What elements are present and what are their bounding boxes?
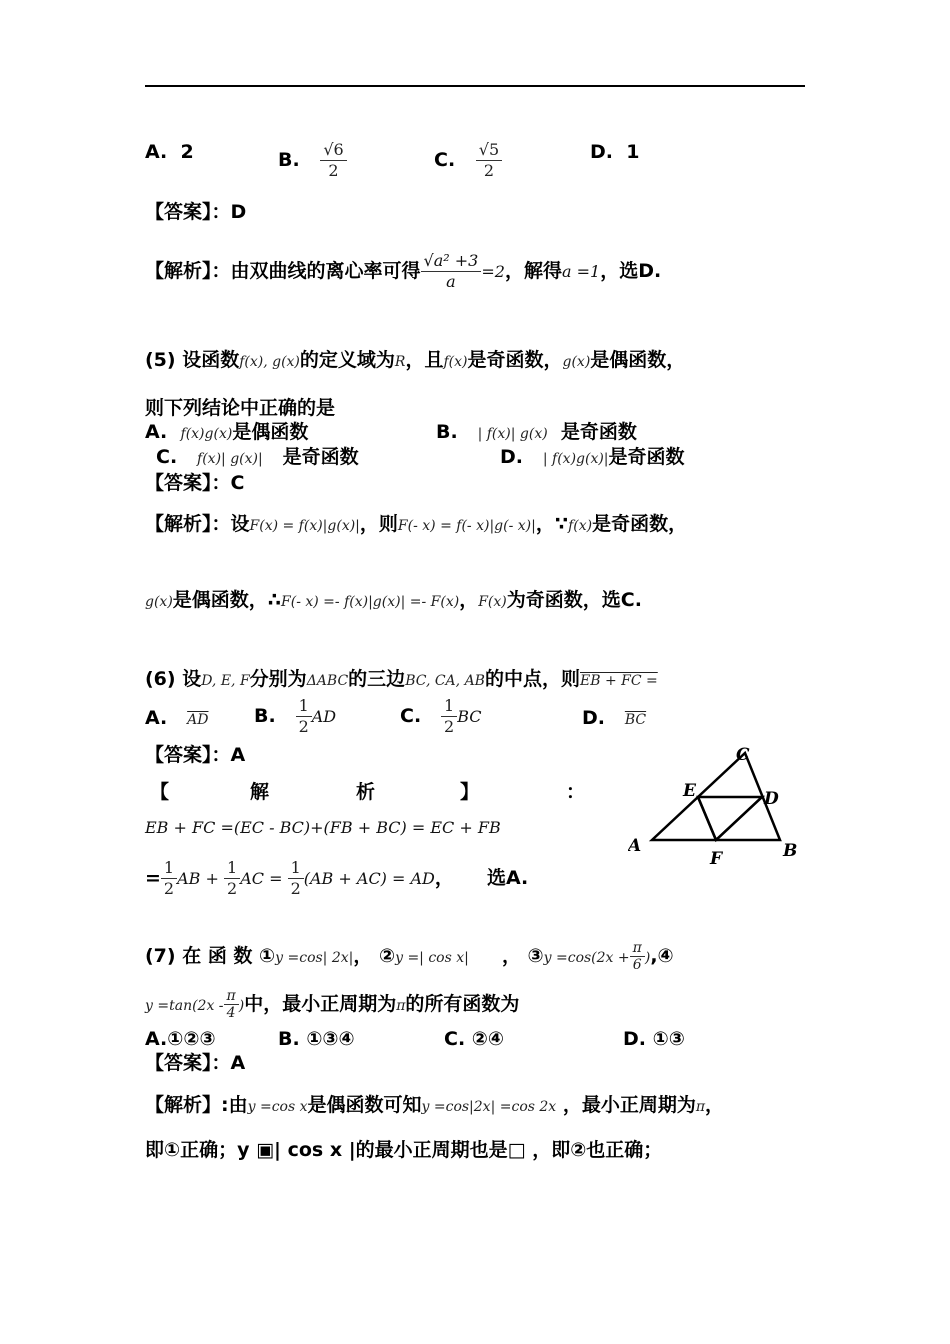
- q7-opt-a: A.①②③: [145, 1028, 216, 1050]
- q6-analysis-char-0: 【: [150, 781, 170, 803]
- q6-stem-mid2: 的三边: [348, 668, 406, 690]
- q6-opt-c-den: 2: [444, 717, 455, 736]
- q4-analysis-text3: ，选D.: [600, 260, 662, 282]
- q5-f: f(x): [443, 354, 468, 370]
- q6-sides: BC, CA, AB: [405, 673, 485, 689]
- q7-f1: y =cos| 2x|: [275, 950, 354, 966]
- q7-analysis-t2: ，最小正周期为: [562, 1094, 696, 1116]
- q7-analysis-tag: 【解析】:由: [145, 1094, 248, 1116]
- q6-line2-frac1: [161, 858, 177, 899]
- q6-opt-d-label: D.: [582, 707, 605, 729]
- q5-opt-d-math: | f(x)g(x)|: [542, 451, 609, 467]
- q4-opt-b-num: √6: [320, 140, 346, 161]
- q4-opt-b-den: 2: [328, 161, 339, 180]
- q5-opt-c-math: f(x)| g(x)|: [197, 451, 263, 467]
- q7-opt-c: C. ②④: [444, 1028, 504, 1050]
- q5-line2-t3: 为奇函数，选C.: [506, 589, 642, 611]
- q6-stem-pre: (6) 设: [145, 668, 202, 690]
- q6-analysis-line1: [145, 815, 501, 840]
- q5-opt-a-math: f(x)g(x): [180, 426, 233, 442]
- q4-analysis: [145, 251, 661, 292]
- q7-pi: π: [396, 998, 406, 1014]
- q4-analysis-frac: [421, 251, 482, 292]
- q7-sep3: ,④: [650, 945, 674, 967]
- q7-analysis-m1: y =cos x: [247, 1099, 308, 1115]
- q6-line2-frac1-den: 2: [163, 879, 175, 898]
- q5-opt-c: [156, 445, 359, 471]
- q6-analysis-line2: [145, 858, 528, 899]
- q5-analysis-line2: [145, 588, 642, 614]
- q7-f3-den: 6: [632, 957, 642, 973]
- q7-analysis: [145, 1093, 724, 1119]
- q5-stem-line2-text: 则下列结论中正确的是: [145, 397, 336, 419]
- q6-def: D, E, F: [201, 673, 250, 689]
- q7-analysis-m2: y =cos|2x| =cos 2x: [421, 1099, 557, 1115]
- label-a: A: [628, 836, 642, 856]
- q4-frac-num: √a² +3: [421, 251, 482, 272]
- q7-analysis-t1: 是偶函数可知: [307, 1094, 422, 1116]
- q5-line2-m1: g(x): [145, 594, 173, 610]
- q5-stem: [145, 348, 685, 374]
- q4-opt-c-den: 2: [483, 161, 495, 180]
- q4-options: [145, 140, 194, 164]
- q6-line2-math2: AC =: [240, 869, 288, 888]
- q5-line2-m2: F(- x) =- f(x)|g(x)| =- F(x): [281, 594, 460, 610]
- triangle-diagram: [628, 740, 808, 870]
- q4-opt-d-value: 1: [626, 141, 640, 163]
- q4-answer-value: D: [230, 201, 247, 223]
- q6-answer-tag: 【答案】：: [145, 744, 231, 766]
- label-c: C: [736, 745, 750, 765]
- q6-opt-a-label: A.: [145, 707, 168, 729]
- q7-f4-num: π: [224, 988, 239, 1005]
- label-d: D: [764, 789, 779, 809]
- q6-opt-b-label: B.: [254, 705, 276, 727]
- q6-line2-frac2-den: 2: [227, 879, 238, 898]
- q5-opt-d-label: D.: [500, 446, 523, 468]
- q6-line2-choice: 选A.: [486, 867, 529, 889]
- q5-opt-b: [436, 420, 637, 446]
- q6-stem-mid1: 分别为: [249, 668, 307, 690]
- q6-opt-c-math: BC: [457, 707, 482, 726]
- q7-f4-pre: y =tan(2x -: [145, 998, 224, 1014]
- segment-ef: [698, 797, 716, 840]
- q7-stem-end: 的所有函数为: [405, 993, 520, 1015]
- label-f: F: [710, 849, 723, 869]
- q5-opt-a-label: A.: [145, 421, 168, 443]
- q5-opt-d-text: 是奇函数: [608, 446, 685, 468]
- q5-opt-c-label: C.: [156, 446, 178, 468]
- q7-stem-line2: [145, 988, 519, 1021]
- q4-frac-den: a: [446, 272, 456, 291]
- q5-stem-mid4: 是偶函数，: [590, 349, 686, 371]
- q6-opt-d-math: $\overline{BC}$: [624, 712, 647, 728]
- q7-answer-tag: 【答案】：: [145, 1052, 231, 1074]
- q7-f3-num: π: [630, 940, 645, 957]
- q7-stem-pre: (7) 在 函 数 ①: [145, 945, 276, 967]
- q7-f3-frac: [630, 940, 645, 973]
- q5-analysis-m3: f(x): [568, 518, 593, 534]
- q6-line2-math1: AB +: [177, 869, 224, 888]
- q6-analysis-char-3: 】: [460, 781, 480, 803]
- label-b: B: [783, 841, 798, 861]
- q7-stem: [145, 940, 674, 973]
- q6-line2-frac2: [224, 858, 240, 899]
- q4-answer: [145, 200, 246, 224]
- q4-analysis-text1: 由双曲线的离心率可得: [230, 260, 421, 282]
- q5-answer-tag: 【答案】：: [145, 472, 231, 494]
- q6-line2-frac2-num: 1: [224, 858, 240, 879]
- q6-answer: [145, 743, 245, 767]
- q5-analysis-t1: ，则: [359, 513, 398, 535]
- q6-line2-math3: (AB + AC) = AD: [303, 869, 435, 888]
- q5-opt-b-label: B.: [436, 421, 458, 443]
- q4-opt-d-label: D.: [590, 141, 613, 163]
- q7-analysis-line2-text: 即①正确；y ▣| cos x |的最小正周期也是□ ，即②也正确；: [145, 1139, 663, 1161]
- q5-line2-t2: ，: [459, 589, 479, 611]
- q5-stem-line2: [145, 396, 335, 420]
- q7-analysis-m3: π: [695, 1099, 706, 1115]
- q6-line2-frac1-num: 1: [161, 858, 177, 879]
- q5-analysis-t3: 是奇函数，: [592, 513, 688, 535]
- q7-f3-pre: y =cos(2x +: [543, 950, 630, 966]
- q4-analysis-eq: =2: [481, 262, 505, 281]
- q5-stem-mid1: 的定义域为: [299, 349, 395, 371]
- q5-analysis-m1: F(x) = f(x)|g(x)|: [249, 518, 360, 534]
- q7-sep1: ， ②: [353, 945, 396, 967]
- q5-stem-mid2: ，且: [405, 349, 444, 371]
- q7-f2: y =| cos x|: [395, 950, 469, 966]
- q7-answer-value: A: [230, 1052, 246, 1074]
- q4-opt-a-label: A.: [145, 141, 168, 163]
- q6-line2-frac3: [288, 858, 304, 899]
- q5-fg: f(x), g(x): [239, 354, 300, 370]
- q4-opt-b: [278, 140, 347, 181]
- q5-stem-pre: (5) 设函数: [145, 349, 240, 371]
- q5-answer-value: C: [230, 472, 245, 494]
- q5-opt-d: [500, 445, 685, 471]
- q6-line2-pre: =: [145, 867, 161, 889]
- q6-opt-a: [145, 706, 208, 732]
- q5-analysis-m2: F(- x) = f(- x)|g(- x)|: [397, 518, 536, 534]
- q4-opt-b-label: B.: [278, 149, 300, 171]
- q6-analysis-char-1: 解: [250, 781, 270, 803]
- q5-g: g(x): [562, 354, 591, 370]
- q6-stem-mid3: 的中点，则: [484, 668, 580, 690]
- q7-opt-d: D. ①③: [623, 1028, 685, 1050]
- q7-analysis-t3: ，: [705, 1094, 725, 1116]
- q5-answer: [145, 471, 244, 495]
- q4-opt-a-value: 2: [180, 141, 194, 163]
- q4-opt-b-frac: [320, 140, 346, 181]
- q5-opt-a-text: 是偶函数: [232, 421, 309, 443]
- q5-stem-mid3: 是奇函数，: [467, 349, 563, 371]
- q6-opt-b-math: AD: [311, 707, 337, 726]
- q4-answer-tag: 【答案】：: [145, 201, 231, 223]
- q5-domain-r: R: [394, 354, 406, 370]
- q6-analysis-char-2: 析: [356, 781, 376, 803]
- q4-opt-c-num: √5: [476, 140, 502, 161]
- segment-df: [716, 797, 762, 840]
- q6-opt-c-num: 1: [441, 696, 457, 717]
- q5-opt-a: [145, 420, 308, 446]
- q6-analysis-line1-math: EB + FC =(EC - BC)+(FB + BC) = EC + FB: [145, 818, 501, 837]
- q7-f4-frac: [224, 988, 239, 1021]
- q6-stem: [145, 667, 658, 693]
- q4-analysis-tag: 【解析】：: [145, 260, 231, 282]
- q7-answer: [145, 1051, 245, 1075]
- q6-opt-b-frac: [296, 696, 312, 737]
- q6-opt-d: [582, 706, 646, 732]
- q5-opt-c-text: 是奇函数: [282, 446, 359, 468]
- q4-opt-c-label: C.: [434, 149, 456, 171]
- q6-opt-c-frac: [441, 696, 457, 737]
- q6-tri: ΔABC: [306, 673, 349, 689]
- q4-opt-d: [590, 140, 639, 164]
- q6-opt-c: [400, 696, 482, 737]
- q6-answer-value: A: [230, 744, 246, 766]
- q6-opt-b-den: 2: [298, 717, 309, 736]
- q7-f4-post: ): [238, 998, 245, 1014]
- q4-analysis-result: a =1: [561, 262, 601, 281]
- q6-opt-b: [254, 696, 336, 737]
- q6-analysis-char-4: ：: [566, 781, 586, 803]
- q6-opt-a-math: $\overline{AD}$: [187, 712, 209, 728]
- q4-analysis-text2: ，解得: [504, 260, 562, 282]
- q6-line2-frac3-num: 1: [288, 858, 304, 879]
- q7-stem-mid: 中，最小正周期为: [244, 993, 397, 1015]
- q5-opt-b-math: | f(x)| g(x): [477, 426, 548, 442]
- q5-analysis: [145, 512, 687, 538]
- q6-vec-expr: EB + FC =: [580, 673, 658, 689]
- q6-line2-end: ，: [434, 867, 454, 889]
- q5-opt-b-text: 是奇函数: [560, 421, 637, 443]
- header-rule: [145, 85, 805, 87]
- q7-sep2: ， ③: [501, 945, 544, 967]
- q7-opt-b: B. ①③④: [278, 1028, 355, 1050]
- q4-opt-c-frac: [476, 140, 502, 181]
- q6-line2-frac3-den: 2: [290, 879, 301, 898]
- q7-f4-den: 4: [226, 1005, 236, 1021]
- q5-analysis-tag: 【解析】：设: [145, 513, 250, 535]
- q5-line2-m3: F(x): [478, 594, 507, 610]
- q5-line2-t1: 是偶函数，∴: [172, 589, 282, 611]
- q5-analysis-t2: ，∵: [535, 513, 569, 535]
- label-e: E: [683, 781, 696, 801]
- q7-analysis-line2: [145, 1138, 662, 1162]
- q6-opt-c-label: C.: [400, 705, 422, 727]
- q4-opt-c: [434, 140, 502, 181]
- q7-f3-post: ): [644, 950, 651, 966]
- q6-opt-b-num: 1: [296, 696, 312, 717]
